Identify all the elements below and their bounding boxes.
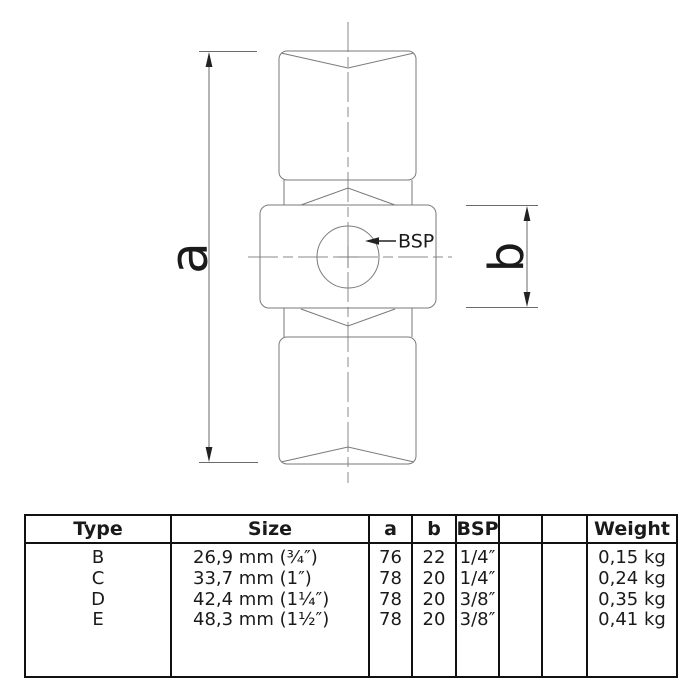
column-b — [413, 516, 457, 676]
column-type — [26, 516, 172, 676]
cell-size: 26,9 mm (¾″) — [193, 547, 318, 568]
cell-weight: 0,41 kg — [598, 609, 666, 631]
column-a — [370, 516, 413, 676]
spec-table — [24, 514, 678, 678]
header-bsp: BSP — [457, 516, 498, 544]
cell-b: 22 — [422, 547, 446, 568]
cell-bsp: 3/8″ — [459, 609, 496, 631]
header-empty-1 — [500, 516, 541, 544]
arrowhead-left-icon — [365, 237, 379, 245]
header-size: Size — [172, 516, 368, 544]
header-weight: Weight — [588, 516, 676, 544]
column-empty-2 — [543, 516, 588, 676]
cell-bsp: 1/4″ — [459, 567, 496, 589]
cell-type: D — [91, 588, 105, 610]
dimension-b — [466, 206, 538, 308]
cell-a: 78 — [379, 588, 402, 610]
header-type: Type — [26, 516, 170, 544]
arrowhead-up-icon — [524, 206, 531, 221]
cell-type: E — [92, 609, 104, 631]
cell-size: 33,7 mm (1″) — [193, 567, 312, 589]
header-a: a — [370, 516, 411, 544]
cell-a: 78 — [379, 567, 402, 589]
cell-size: 42,4 mm (1¼″) — [193, 588, 330, 610]
arrowhead-down-icon — [524, 292, 531, 307]
cell-bsp: 3/8″ — [459, 588, 496, 610]
cell-size: 48,3 mm (1½″) — [193, 609, 330, 631]
cell-weight: 0,15 kg — [598, 547, 666, 568]
arrowhead-up-icon — [206, 52, 213, 67]
cell-type: B — [91, 547, 105, 568]
cell-type: C — [91, 567, 105, 589]
cell-a: 78 — [379, 609, 402, 631]
column-empty-1 — [500, 516, 543, 676]
dim-b-label: b — [479, 241, 535, 273]
cell-bsp: 1/4″ — [459, 547, 496, 568]
cell-a: 76 — [379, 547, 402, 568]
cell-b: 20 — [422, 609, 446, 631]
column-bsp — [457, 516, 500, 676]
cell-weight: 0,24 kg — [598, 567, 666, 589]
column-weight — [588, 516, 676, 676]
cell-b: 20 — [422, 588, 446, 610]
bsp-callout — [365, 231, 434, 253]
dim-a-label: a — [160, 242, 220, 274]
dimension-a — [160, 52, 258, 463]
column-size — [172, 516, 370, 676]
cell-weight: 0,35 kg — [598, 588, 666, 610]
arrowhead-down-icon — [206, 447, 213, 462]
bsp-label: BSP — [398, 230, 435, 253]
header-b: b — [413, 516, 455, 544]
cell-b: 20 — [422, 567, 446, 589]
header-empty-2 — [543, 516, 586, 544]
